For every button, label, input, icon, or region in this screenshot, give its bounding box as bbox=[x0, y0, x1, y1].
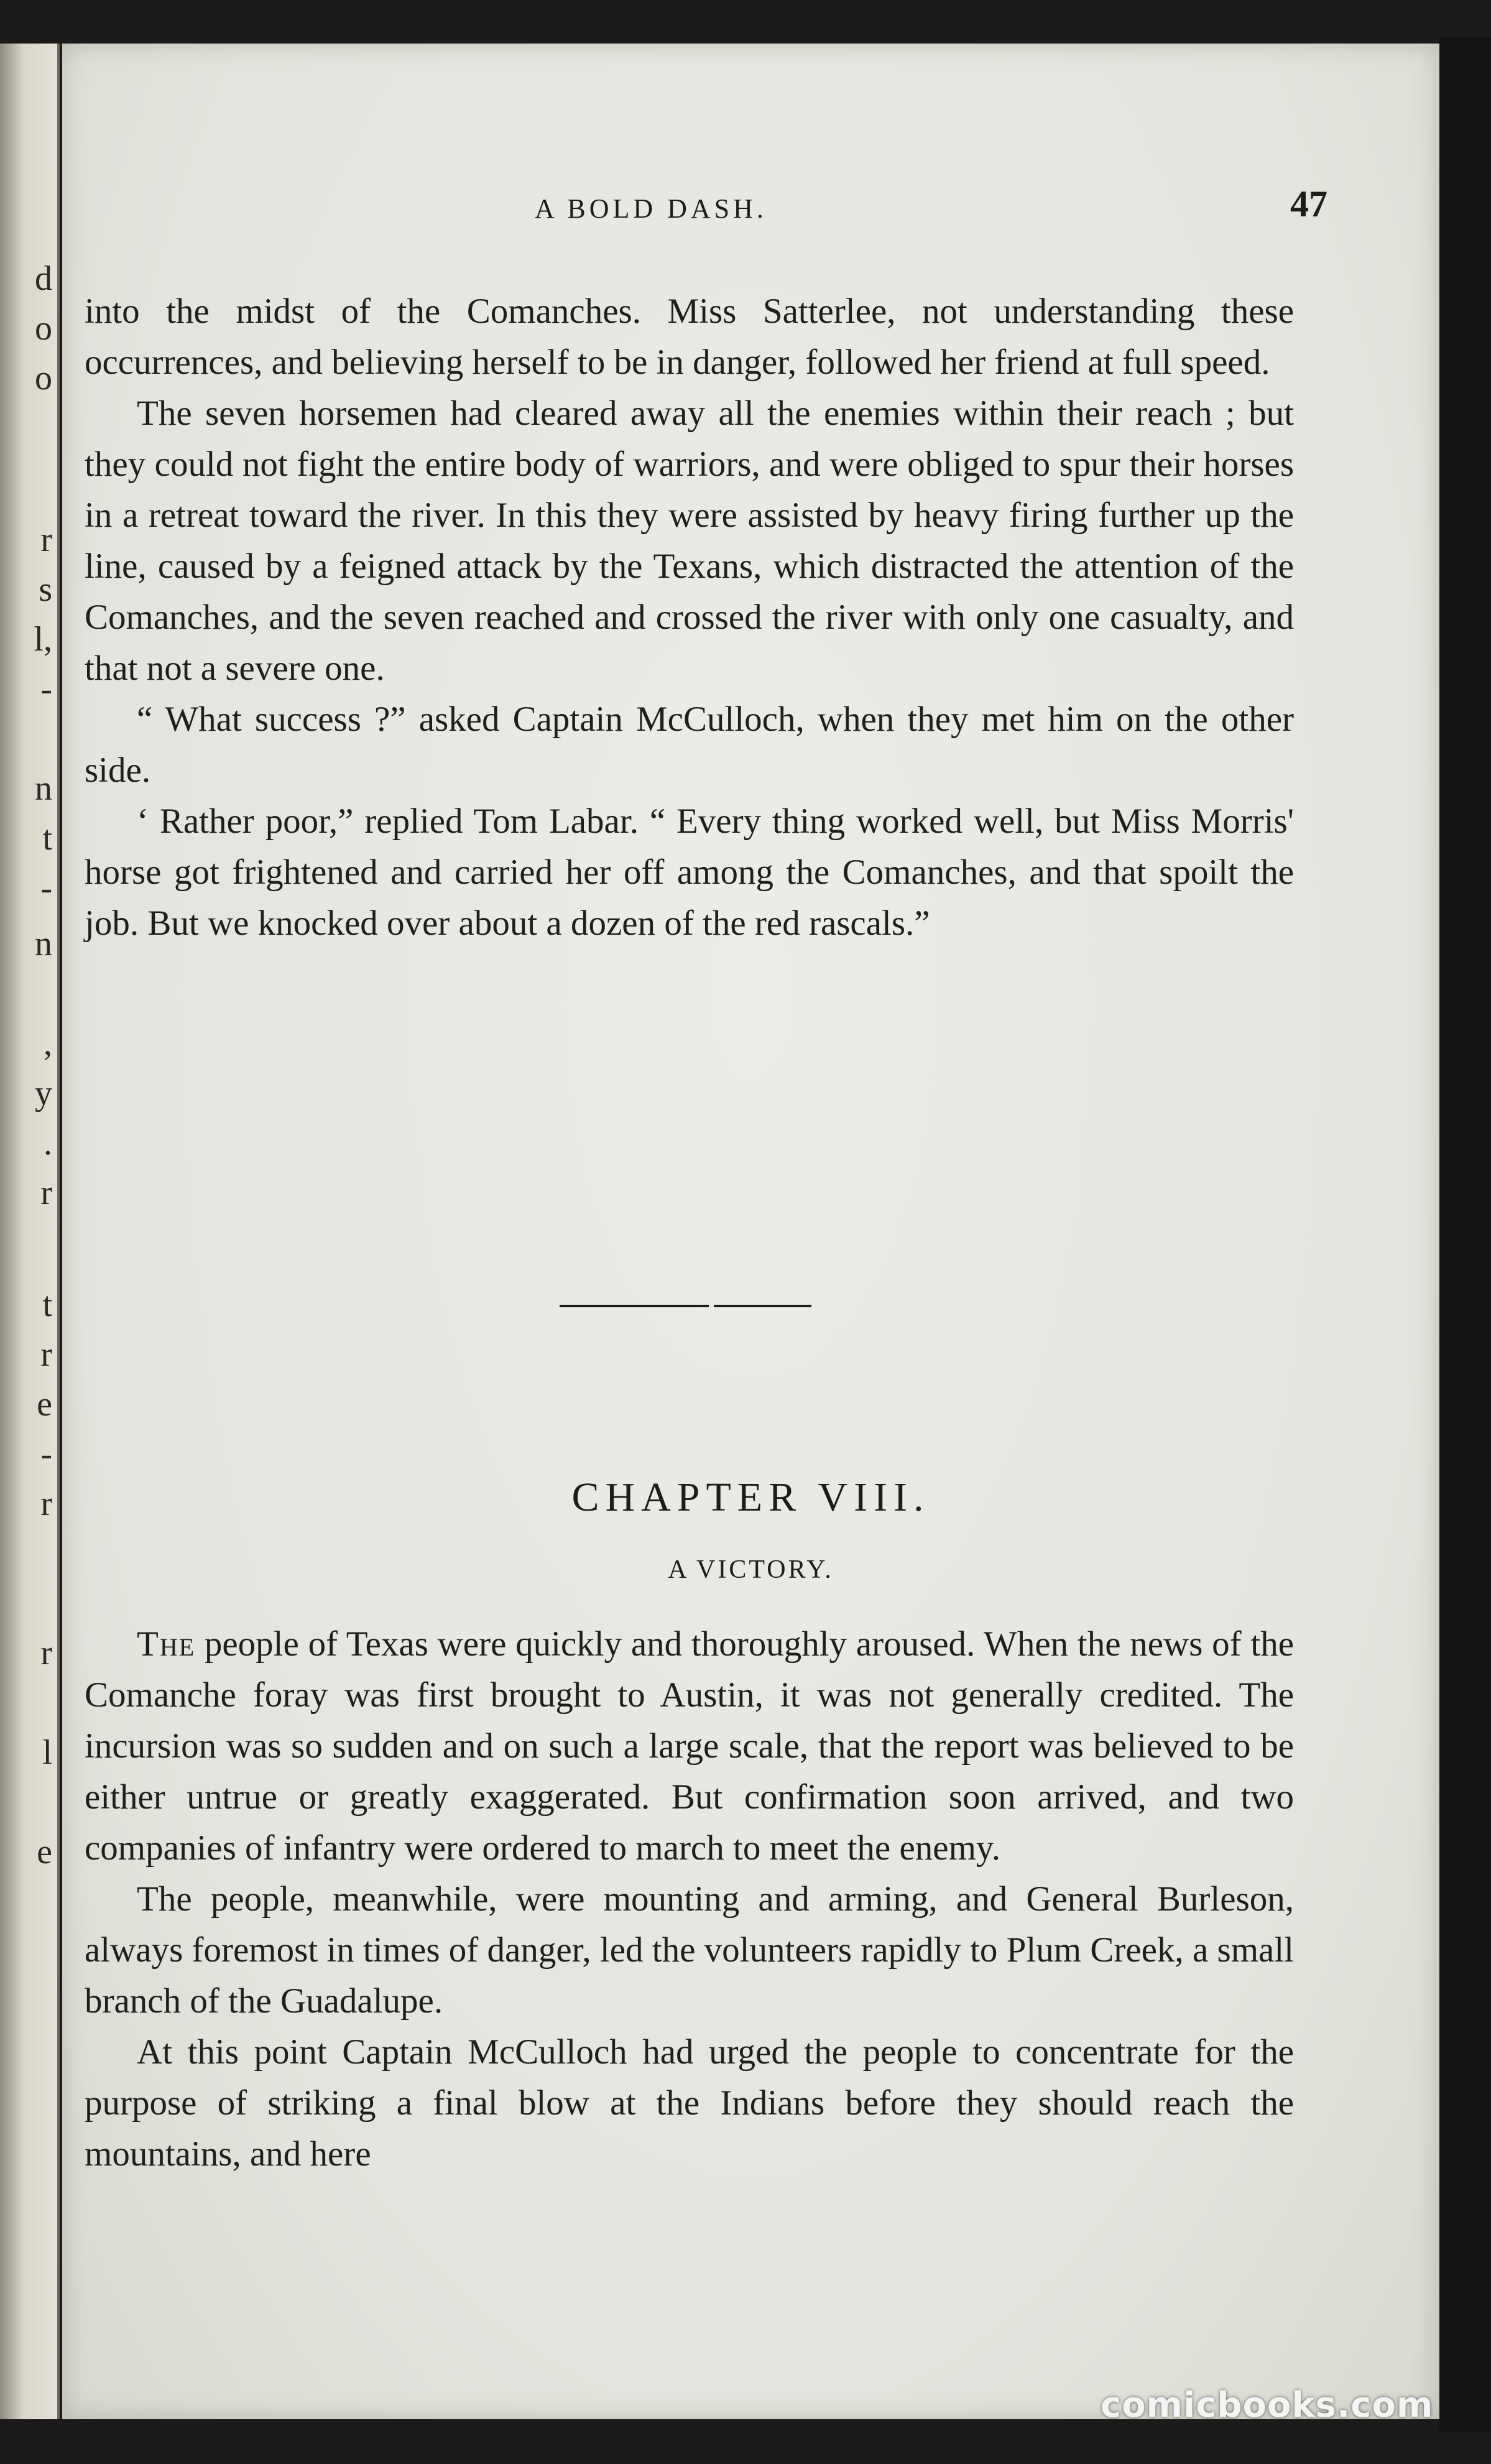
page-header bbox=[62, 174, 1439, 230]
left-page-edge bbox=[0, 44, 60, 2419]
text-section-2 bbox=[85, 1619, 1294, 2180]
paragraph: ‘ Rather poor,” replied Tom Labar. “ Every thing worked well, but Miss Morris' horse got frightened and carried her off among the Comanches, and that spoilt the job. But we knocked over about a dozen of the red rascals.” bbox=[85, 802, 1294, 943]
section-divider bbox=[560, 1305, 811, 1307]
left-page-fragment: e bbox=[37, 1385, 52, 1424]
left-page-fragment: e bbox=[37, 1833, 52, 1871]
chapter-subtitle: A VICTORY. bbox=[668, 1555, 834, 1584]
left-page-fragment: t bbox=[42, 1285, 52, 1324]
left-page-fragment: n bbox=[35, 925, 52, 963]
left-page-fragment: s bbox=[39, 570, 52, 609]
left-page-fragment: r bbox=[40, 1484, 52, 1523]
left-page-fragment: o bbox=[35, 309, 52, 348]
page-number: 47 bbox=[1290, 183, 1327, 225]
left-page-fragment: l bbox=[42, 1733, 52, 1772]
running-head: A BOLD DASH. bbox=[535, 193, 767, 224]
left-page-fragment: l, bbox=[34, 620, 52, 659]
left-page-fragment: - bbox=[40, 670, 52, 708]
left-page-fragment: r bbox=[40, 521, 52, 559]
scan-background-edge bbox=[1439, 37, 1491, 2432]
watermark-text: comicbooks.com bbox=[1101, 2385, 1434, 2425]
left-page-fragment: y bbox=[35, 1074, 52, 1113]
paragraph: At this point Captain McCulloch had urged the people to concentrate for the purpose of striking a final blow at the Indians before they should reach the mountains, and here bbox=[85, 2032, 1294, 2174]
left-page-fragment: r bbox=[40, 1634, 52, 1672]
book-page bbox=[62, 44, 1439, 2419]
left-page-fragment: r bbox=[40, 1174, 52, 1212]
chapter-title: CHAPTER VIII. bbox=[571, 1475, 930, 1520]
paragraph-text: people of Texas were quickly and thoroughly aroused. When the news of the Comanche foray was first brought to Austin, it was not generally credited. The incursion was so sudden and on such a large scale, that the report was believed to be either untrue or greatly exaggerated. But confirmation soon arrived, and two companies of infantry were ordered to march to meet the enemy. bbox=[85, 1624, 1294, 1868]
paragraph: The seven horsemen had cleared away all the enemies within their reach ; but they could not fight the entire body of warriors, and were obliged to spur their horses in a retreat toward the river. In this they were assisted by heavy firing further up the line, caused by a feigned attack by the Texans, which distracted the attention of the Comanches, and the seven reached and crossed the river with only one casualty, and that not a severe one. bbox=[85, 394, 1294, 688]
left-page-fragment: - bbox=[40, 869, 52, 907]
left-page-fragment: o bbox=[35, 359, 52, 397]
paragraph bbox=[85, 1619, 1294, 1874]
drop-word: The bbox=[137, 1624, 196, 1664]
left-page-fragment: - bbox=[40, 1435, 52, 1473]
left-page-fragment: , bbox=[44, 1024, 52, 1063]
left-page-fragment: n bbox=[35, 769, 52, 808]
left-page-fragment: t bbox=[42, 819, 52, 858]
paragraph: The people, meanwhile, were mounting and arming, and General Burleson, always foremost in times of danger, led the volunteers rapidly to Plum Creek, a small branch of the Guadalupe. bbox=[85, 1879, 1294, 2021]
text-section-1 bbox=[85, 286, 1294, 949]
left-page-fragment: . bbox=[44, 1124, 52, 1162]
left-page-fragment: d bbox=[35, 259, 52, 298]
paragraph: into the midst of the Comanches. Miss Satterlee, not understanding these occurrences, and believing herself to be in danger, followed her friend at full speed. bbox=[85, 292, 1294, 382]
paragraph: “ What success ?” asked Captain McCulloch, when they met him on the other side. bbox=[85, 700, 1294, 790]
left-page-fragment: r bbox=[40, 1335, 52, 1374]
